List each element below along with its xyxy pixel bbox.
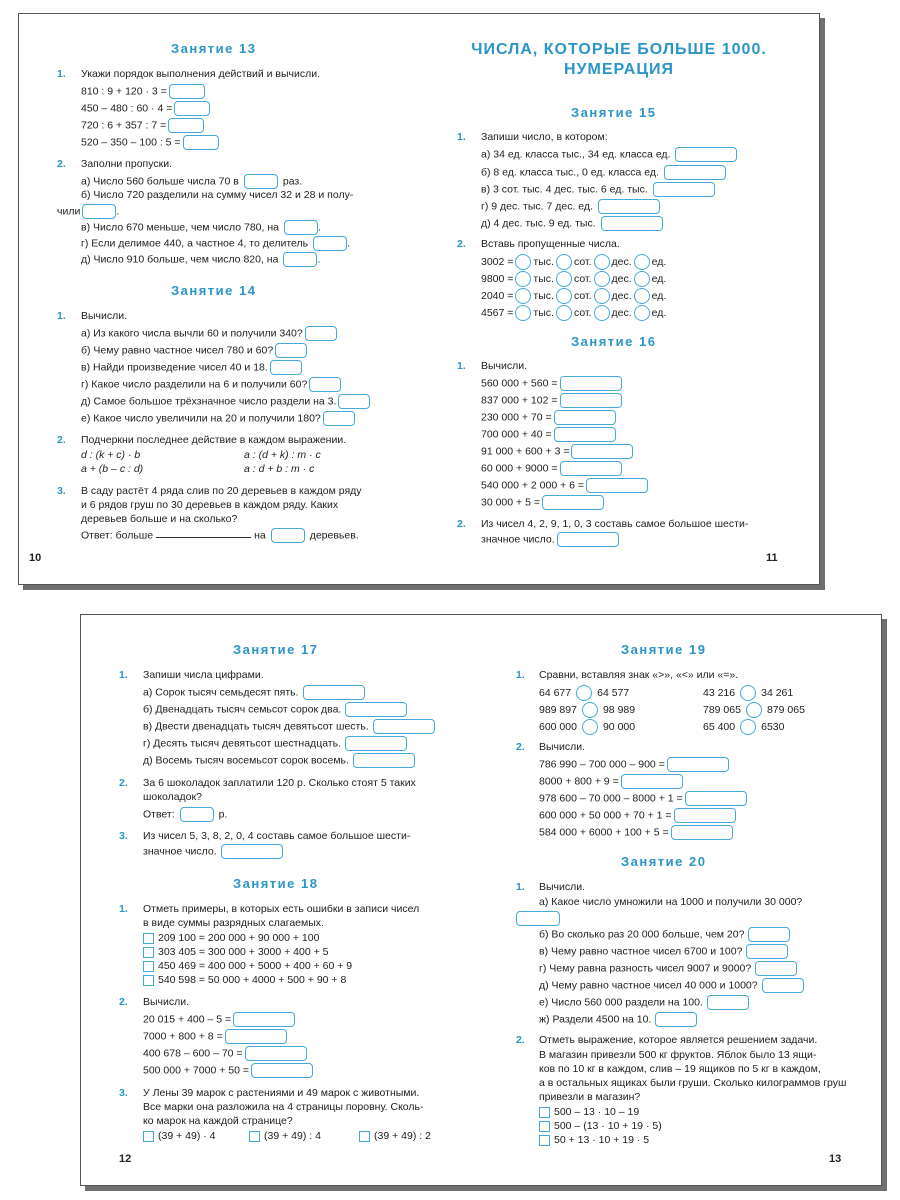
bottom-spread bbox=[80, 614, 882, 1186]
compare-row: 789 065 879 065 bbox=[703, 702, 805, 718]
answer-box[interactable] bbox=[748, 927, 790, 942]
task-text: Вычисли. bbox=[481, 360, 528, 372]
answer-box[interactable] bbox=[353, 753, 415, 768]
write-row: а) 34 ед. класса тыс., 34 ед. класса ед. bbox=[481, 147, 737, 162]
calc-row: 7000 + 800 + 8 = bbox=[143, 1029, 287, 1044]
task-text: Заполни пропуски. bbox=[81, 158, 172, 170]
answer-box[interactable] bbox=[309, 377, 341, 392]
checkbox[interactable] bbox=[143, 947, 154, 958]
task-number: 1. bbox=[57, 68, 66, 80]
task-text: ков по 10 кг в каждом, слив – 19 ящиков по 5 кг в каждом, bbox=[539, 1063, 821, 1075]
digit-circle[interactable] bbox=[515, 254, 531, 270]
checkbox[interactable] bbox=[143, 1131, 154, 1142]
answer-box[interactable] bbox=[516, 911, 560, 926]
task-text: Вставь пропущенные числа. bbox=[481, 238, 620, 250]
calc-row: 978 600 – 70 000 – 8000 + 1 = bbox=[539, 791, 747, 806]
task-number: 2. bbox=[57, 434, 66, 446]
write-row: а) Сорок тысяч семьдесят пять. bbox=[143, 685, 365, 700]
chapter-title: ЧИСЛА, КОТОРЫЕ БОЛЬШЕ 1000. НУМЕРАЦИЯ bbox=[471, 41, 767, 78]
sign-circle[interactable] bbox=[740, 685, 756, 701]
task-text: Сравни, вставляя знак «>», «<» или «=». bbox=[539, 669, 739, 681]
calc-row: 837 000 + 102 = bbox=[481, 393, 622, 408]
answer-box[interactable] bbox=[685, 791, 747, 806]
answer-box[interactable] bbox=[762, 978, 804, 993]
digits-row: 2040 = тыс. сот. дес. ед. bbox=[481, 288, 666, 304]
page-number: 13 bbox=[829, 1153, 842, 1165]
task-text: значное число. bbox=[143, 844, 283, 859]
answer-box[interactable] bbox=[674, 808, 736, 823]
answer-box[interactable] bbox=[283, 252, 317, 267]
lesson-13-heading: Занятие 13 bbox=[171, 41, 257, 56]
answer-box[interactable] bbox=[671, 825, 733, 840]
option: 50 + 13 · 10 + 19 · 5 bbox=[539, 1134, 649, 1147]
digits-row: 9800 = тыс. сот. дес. ед. bbox=[481, 271, 666, 287]
task-text: а в остальных ящиках были груши. Сколько килограммов груш bbox=[539, 1077, 847, 1089]
answer-box[interactable] bbox=[554, 410, 616, 425]
digit-circle[interactable] bbox=[515, 305, 531, 321]
answer-box[interactable] bbox=[560, 461, 622, 476]
letter-expression[interactable]: a : d + b : m · c bbox=[244, 463, 315, 475]
calc-row: 91 000 + 600 + 3 = bbox=[481, 444, 633, 459]
letter-expression[interactable]: d : (k + c) · b bbox=[81, 449, 141, 461]
task-number: 1. bbox=[119, 669, 128, 681]
option: (39 + 49) : 2 bbox=[359, 1130, 431, 1143]
page-number: 11 bbox=[766, 552, 778, 564]
question-row: д) Чему равно частное чисел 40 000 и 1000? bbox=[539, 978, 804, 993]
answer-box[interactable] bbox=[598, 199, 660, 214]
answer-box[interactable] bbox=[675, 147, 737, 162]
answer-box[interactable] bbox=[303, 685, 365, 700]
digit-circle[interactable] bbox=[634, 271, 650, 287]
digit-circle[interactable] bbox=[556, 288, 572, 304]
answer-box[interactable] bbox=[305, 326, 337, 341]
check-row: 540 598 = 50 000 + 4000 + 500 + 90 + 8 bbox=[143, 974, 346, 987]
write-row: б) 8 ед. класса тыс., 0 ед. класса ед. bbox=[481, 165, 726, 180]
calc-row: 400 678 – 600 – 70 = bbox=[143, 1046, 307, 1061]
checkbox[interactable] bbox=[143, 961, 154, 972]
task-text: Запиши число, в котором: bbox=[481, 131, 608, 143]
write-row: б) Двенадцать тысяч семьсот сорок два. bbox=[143, 702, 407, 717]
task-text: В магазин привезли 500 кг фруктов. Яблок было 13 ящи- bbox=[539, 1049, 817, 1061]
calc-row: 30 000 + 5 = bbox=[481, 495, 604, 510]
task-text: Из чисел 4, 2, 9, 1, 0, 3 составь самое большое шести- bbox=[481, 518, 749, 530]
task-number: 1. bbox=[516, 669, 525, 681]
answer-box[interactable] bbox=[345, 702, 407, 717]
checkbox[interactable] bbox=[143, 933, 154, 944]
digit-circle[interactable] bbox=[515, 271, 531, 287]
calc-row: 540 000 + 2 000 + 6 = bbox=[481, 478, 648, 493]
task-text: Укажи порядок выполнения действий и вычисли. bbox=[81, 68, 321, 80]
task-text: шоколадок? bbox=[143, 791, 202, 803]
task-text: Вычисли. bbox=[143, 996, 190, 1008]
sign-circle[interactable] bbox=[576, 685, 592, 701]
task-text: Подчеркни последнее действие в каждом выражении. bbox=[81, 434, 347, 446]
compare-row: 43 216 34 261 bbox=[703, 685, 793, 701]
letter-expression[interactable]: a + (b – c : d) bbox=[81, 463, 144, 475]
option: (39 + 49) : 4 bbox=[249, 1130, 321, 1143]
option: 500 – 13 · 10 – 19 bbox=[539, 1106, 639, 1119]
answer-box[interactable] bbox=[557, 532, 619, 547]
checkbox[interactable] bbox=[249, 1131, 260, 1142]
fill-row: чили . bbox=[57, 205, 120, 218]
answer-box[interactable] bbox=[284, 220, 318, 235]
answer-box[interactable] bbox=[313, 236, 347, 251]
task-text: Запиши числа цифрами. bbox=[143, 669, 264, 681]
page-10 bbox=[19, 14, 419, 584]
page-number: 12 bbox=[119, 1153, 132, 1165]
question-row: г) Чему равна разность чисел 9007 и 9000? bbox=[539, 961, 797, 976]
answer-box[interactable] bbox=[225, 1029, 287, 1044]
expression-row: 520 – 350 – 100 : 5 = bbox=[81, 135, 219, 150]
calc-row: 700 000 + 40 = bbox=[481, 427, 616, 442]
task-text: За 6 шоколадок заплатили 120 р. Сколько стоят 5 таких bbox=[143, 777, 416, 789]
task-number: 3. bbox=[57, 485, 66, 497]
fill-row: б) Число 720 разделили на сумму чисел 32 и 28 и полу- bbox=[81, 189, 354, 201]
lesson-17-heading: Занятие 17 bbox=[233, 642, 319, 657]
answer-row: Ответ: больше на деревьев. bbox=[81, 529, 359, 542]
answer-box[interactable] bbox=[746, 944, 788, 959]
calc-row: 60 000 + 9000 = bbox=[481, 461, 622, 476]
answer-box[interactable] bbox=[174, 101, 210, 116]
letter-expression[interactable]: a : (d + k) : m · c bbox=[244, 449, 321, 461]
task-number: 1. bbox=[516, 881, 525, 893]
answer-box[interactable] bbox=[168, 118, 204, 133]
task-text: Из чисел 5, 3, 8, 2, 0, 4 составь самое большое шести- bbox=[143, 830, 411, 842]
task-number: 2. bbox=[516, 741, 525, 753]
task-number: 2. bbox=[457, 518, 466, 530]
answer-box[interactable] bbox=[275, 343, 307, 358]
task-number: 2. bbox=[516, 1034, 525, 1046]
digit-circle[interactable] bbox=[556, 305, 572, 321]
write-row: в) 3 сот. тыс. 4 дес. тыс. 6 ед. тыс. bbox=[481, 182, 715, 197]
task-text: Вычисли. bbox=[81, 310, 128, 322]
check-row: 303 405 = 300 000 + 3000 + 400 + 5 bbox=[143, 946, 329, 959]
option: 500 – (13 · 10 + 19 · 5) bbox=[539, 1120, 662, 1133]
task-text: Вычисли. bbox=[539, 881, 586, 893]
question-row: в) Чему равно частное чисел 6700 и 100? bbox=[539, 944, 788, 959]
answer-box[interactable] bbox=[601, 216, 663, 231]
answer-box[interactable] bbox=[655, 1012, 697, 1027]
question-row: ж) Раздели 4500 на 10. bbox=[539, 1012, 697, 1027]
question-row: г) Какое число разделили на 6 и получили 60? bbox=[81, 377, 341, 392]
task-text: Отметь примеры, в которых есть ошибки в записи чисел bbox=[143, 903, 420, 915]
checkbox[interactable] bbox=[539, 1121, 550, 1132]
question-row: д) Самое большое трёхзначное число раздели на 3. bbox=[81, 394, 370, 409]
answer-box[interactable] bbox=[82, 204, 116, 219]
lesson-15-heading: Занятие 15 bbox=[571, 105, 657, 120]
lesson-16-heading: Занятие 16 bbox=[571, 334, 657, 349]
answer-box[interactable] bbox=[542, 495, 604, 510]
check-row: 450 469 = 400 000 + 5000 + 400 + 60 + 9 bbox=[143, 960, 352, 973]
calc-row: 500 000 + 7000 + 50 = bbox=[143, 1063, 313, 1078]
answer-box[interactable] bbox=[560, 393, 622, 408]
answer-box[interactable] bbox=[271, 528, 305, 543]
digit-circle[interactable] bbox=[556, 271, 572, 287]
answer-row: Ответ: р. bbox=[143, 808, 228, 821]
question-row: а) Из какого числа вычли 60 и получили 340? bbox=[81, 326, 337, 341]
digit-circle[interactable] bbox=[634, 288, 650, 304]
task-number: 2. bbox=[57, 158, 66, 170]
page-number: 10 bbox=[29, 552, 42, 564]
task-number: 3. bbox=[119, 830, 128, 842]
task-text: и 6 рядов груш по 30 деревьев в каждом ряду. Каких bbox=[81, 499, 339, 511]
task-number: 1. bbox=[457, 360, 466, 372]
answer-box[interactable] bbox=[621, 774, 683, 789]
calc-row: 560 000 + 560 = bbox=[481, 376, 622, 391]
question-row bbox=[516, 911, 560, 926]
lesson-20-heading: Занятие 20 bbox=[621, 854, 707, 869]
sign-circle[interactable] bbox=[582, 702, 598, 718]
answer-box[interactable] bbox=[667, 757, 729, 772]
digits-row: 3002 = тыс. сот. дес. ед. bbox=[481, 254, 666, 270]
task-number: 3. bbox=[119, 1087, 128, 1099]
task-number: 1. bbox=[119, 903, 128, 915]
digit-circle[interactable] bbox=[634, 254, 650, 270]
task-number: 1. bbox=[457, 131, 466, 143]
calc-row: 786 990 – 700 000 – 900 = bbox=[539, 757, 729, 772]
task-text: ко марок на каждой странице? bbox=[143, 1115, 293, 1127]
task-number: 2. bbox=[119, 777, 128, 789]
digit-circle[interactable] bbox=[594, 305, 610, 321]
task-text: У Лены 39 марок с растениями и 49 марок с животными. bbox=[143, 1087, 420, 1099]
checkbox[interactable] bbox=[539, 1107, 550, 1118]
answer-box[interactable] bbox=[245, 1046, 307, 1061]
task-number: 2. bbox=[119, 996, 128, 1008]
fill-row: д) Число 910 больше, чем число 820, на . bbox=[81, 253, 321, 266]
answer-box[interactable] bbox=[221, 844, 283, 859]
calc-row: 8000 + 800 + 9 = bbox=[539, 774, 683, 789]
digit-circle[interactable] bbox=[594, 271, 610, 287]
calc-row: 20 015 + 400 – 5 = bbox=[143, 1012, 295, 1027]
expression-row: 810 : 9 + 120 · 3 = bbox=[81, 84, 205, 99]
answer-box[interactable] bbox=[323, 411, 355, 426]
digit-circle[interactable] bbox=[634, 305, 650, 321]
write-row: г) Десять тысяч девятьсот шестнадцать. bbox=[143, 736, 407, 751]
task-text: привезли в магазин? bbox=[539, 1091, 641, 1103]
answer-box[interactable] bbox=[244, 174, 278, 189]
task-text: в виде суммы разрядных слагаемых. bbox=[143, 917, 324, 929]
answer-box[interactable] bbox=[664, 165, 726, 180]
page-13 bbox=[481, 615, 881, 1185]
answer-box[interactable] bbox=[233, 1012, 295, 1027]
answer-box[interactable] bbox=[338, 394, 370, 409]
task-number: 2. bbox=[457, 238, 466, 250]
page-12 bbox=[81, 615, 481, 1185]
lesson-14-heading: Занятие 14 bbox=[171, 283, 257, 298]
answer-box[interactable] bbox=[169, 84, 205, 99]
question-row: е) Число 560 000 раздели на 100. bbox=[539, 995, 749, 1010]
answer-box[interactable] bbox=[707, 995, 749, 1010]
task-text: В саду растёт 4 ряда слив по 20 деревьев в каждом ряду bbox=[81, 485, 362, 497]
compare-row: 600 000 90 000 bbox=[539, 719, 635, 735]
task-text: значное число. bbox=[481, 532, 619, 547]
question-row: б) Чему равно частное чисел 780 и 60? bbox=[81, 343, 307, 358]
calc-row: 600 000 + 50 000 + 70 + 1 = bbox=[539, 808, 736, 823]
answer-box[interactable] bbox=[755, 961, 797, 976]
answer-box[interactable] bbox=[251, 1063, 313, 1078]
answer-box[interactable] bbox=[554, 427, 616, 442]
answer-box[interactable] bbox=[586, 478, 648, 493]
answer-box[interactable] bbox=[571, 444, 633, 459]
compare-row: 989 897 98 989 bbox=[539, 702, 635, 718]
option: (39 + 49) · 4 bbox=[143, 1130, 216, 1143]
task-text: деревьев больше и на сколько? bbox=[81, 513, 238, 525]
answer-box[interactable] bbox=[560, 376, 622, 391]
digit-circle[interactable] bbox=[594, 288, 610, 304]
write-row: в) Двести двенадцать тысяч девятьсот шесть. bbox=[143, 719, 435, 734]
digits-row: 4567 = тыс. сот. дес. ед. bbox=[481, 305, 666, 321]
answer-box[interactable] bbox=[653, 182, 715, 197]
calc-row: 584 000 + 6000 + 100 + 5 = bbox=[539, 825, 733, 840]
checkbox[interactable] bbox=[359, 1131, 370, 1142]
answer-line[interactable] bbox=[156, 537, 251, 538]
task-text: Вычисли. bbox=[539, 741, 586, 753]
calc-row: 230 000 + 70 = bbox=[481, 410, 616, 425]
lesson-19-heading: Занятие 19 bbox=[621, 642, 707, 657]
answer-box[interactable] bbox=[373, 719, 435, 734]
digit-circle[interactable] bbox=[594, 254, 610, 270]
question-row: в) Найди произведение чисел 40 и 18. bbox=[81, 360, 302, 375]
question-row: е) Какое число увеличили на 20 и получили 180? bbox=[81, 411, 355, 426]
answer-box[interactable] bbox=[270, 360, 302, 375]
checkbox[interactable] bbox=[539, 1135, 550, 1146]
sign-circle[interactable] bbox=[746, 702, 762, 718]
question-row: а) Какое число умножили на 1000 и получили 30 000? bbox=[539, 896, 803, 908]
write-row: г) 9 дес. тыс. 7 дес. ед. bbox=[481, 199, 660, 214]
question-row: б) Во сколько раз 20 000 больше, чем 20? bbox=[539, 927, 790, 942]
write-row: д) Восемь тысяч восемьсот сорок восемь. bbox=[143, 753, 415, 768]
answer-box[interactable] bbox=[183, 135, 219, 150]
expression-row: 720 : 6 + 357 : 7 = bbox=[81, 118, 204, 133]
check-row: 209 100 = 200 000 + 90 000 + 100 bbox=[143, 932, 319, 945]
compare-row: 64 677 64 577 bbox=[539, 685, 629, 701]
lesson-18-heading: Занятие 18 bbox=[233, 876, 319, 891]
digit-circle[interactable] bbox=[515, 288, 531, 304]
checkbox[interactable] bbox=[143, 975, 154, 986]
task-text: Отметь выражение, которое является решением задачи. bbox=[539, 1034, 818, 1046]
page-11 bbox=[419, 14, 819, 584]
fill-row: в) Число 670 меньше, чем число 780, на . bbox=[81, 221, 321, 234]
write-row: д) 4 дес. тыс. 9 ед. тыс. bbox=[481, 216, 663, 231]
compare-row: 65 400 6530 bbox=[703, 719, 784, 735]
fill-row: г) Если делимое 440, а частное 4, то делитель . bbox=[81, 237, 351, 250]
answer-box[interactable] bbox=[180, 807, 214, 822]
answer-box[interactable] bbox=[345, 736, 407, 751]
sign-circle[interactable] bbox=[582, 719, 598, 735]
expression-row: 450 – 480 : 60 · 4 = bbox=[81, 101, 210, 116]
digit-circle[interactable] bbox=[556, 254, 572, 270]
sign-circle[interactable] bbox=[740, 719, 756, 735]
fill-row: а) Число 560 больше числа 70 в раз. bbox=[81, 175, 303, 188]
top-spread bbox=[18, 13, 820, 585]
task-text: Все марки она разложила на 4 страницы поровну. Сколь- bbox=[143, 1101, 424, 1113]
task-number: 1. bbox=[57, 310, 66, 322]
